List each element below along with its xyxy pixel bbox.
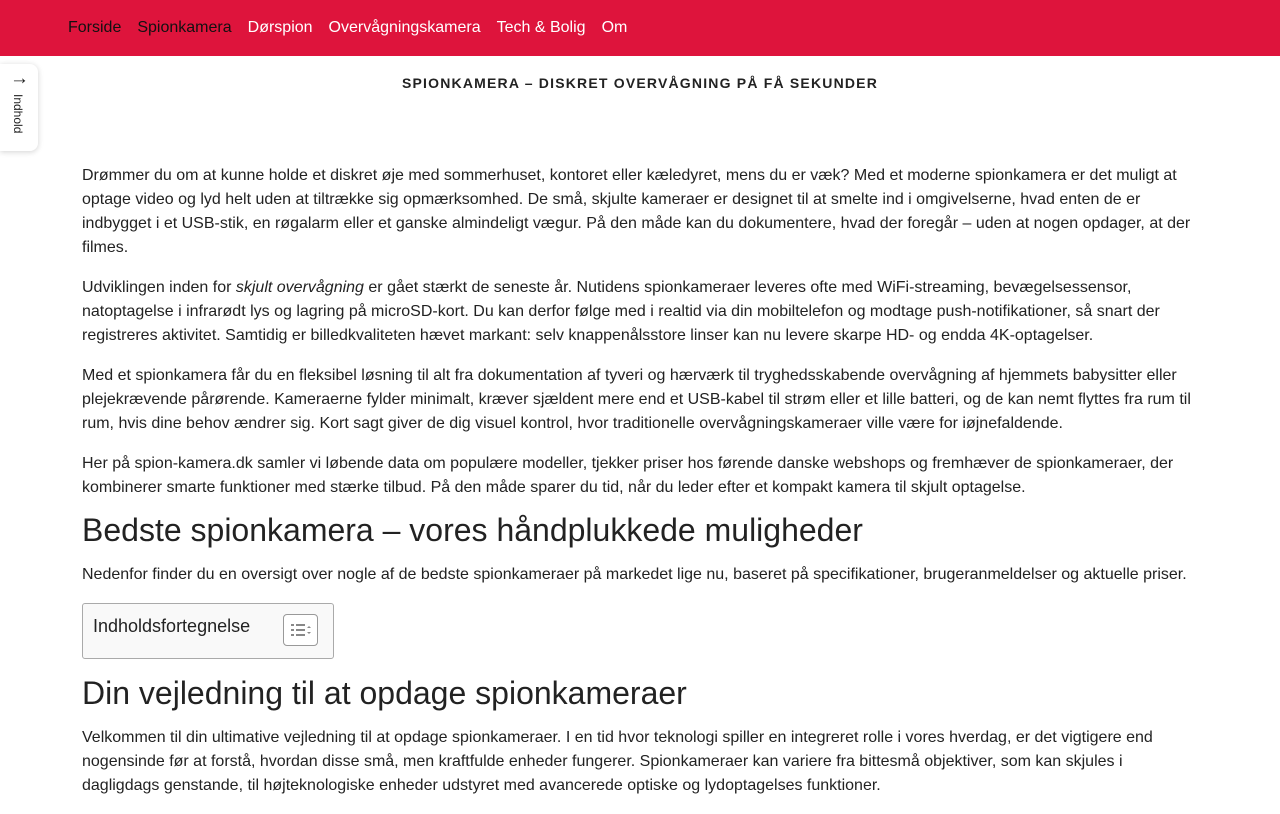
heading-best-spionkamera: Bedste spionkamera – vores håndplukkede muligheder — [82, 512, 863, 548]
side-toc-label: Indhold — [11, 94, 25, 134]
nav-item-forside[interactable]: Forside — [68, 19, 122, 36]
skjult-overvaagning-emphasis: skjult overvågning — [235, 279, 364, 296]
site-title: SPIONKAMERA – DISKRET OVERVÅGNING PÅ FÅ SEKUNDER — [401, 75, 879, 91]
table-of-contents — [82, 603, 334, 659]
article-paragraph-1: Drømmer du om at kunne holde et diskret øje med sommerhuset, kontoret eller kæledyret, mens du er væk? Med et moderne spionkamera er det muligt at optage video og lyd helt uden at tiltrække sig opmærksomhed. De små, skjulte kameraer er designet til at smelte ind i omgivelserne, hvad enten de er indbygget i et USB-stik, en røgalarm eller et ganske almindeligt vægur. På den måde kan du dokumentere, hvad der foregår – uden at nogen opdager, at der filmes. — [82, 167, 1191, 256]
nav-item-dorspion[interactable]: Dørspion — [247, 19, 313, 36]
toc-title: Indholdsfortegnelse — [93, 616, 251, 636]
nav-item-spionkamera[interactable]: Spionkamera — [137, 19, 232, 36]
nav-item-om[interactable]: Om — [601, 19, 628, 36]
paragraph-2-text-end: er gået stærkt de seneste år. Nutidens spionkameraer leveres ofte med WiFi-streaming, bevægelsessensor, natoptagelse i infrarødt lys og lagring på microSD-kort. Du kan derfor følge med i realtid via din mobiltelefon og modtage push-notifikationer, så snart der registreres aktivitet. Samtidig er billedkvaliteten hævet markant: selv knappenålsstore linser kan nu levere skarpe HD- og endda 4K-optagelser. — [82, 279, 1160, 344]
article-content — [82, 164, 1200, 814]
article-paragraph-4: Her på spion-kamera.dk samler vi løbende data om populære modeller, tjekker priser hos førende danske webshops og fremhæver de spionkameraer, der kombinerer smarte funktioner med stærke tilbud. På den måde sparer du tid, når du leder efter et kompakt kamera til skjult optagelse. — [82, 455, 1174, 496]
arrow-right-icon: → — [10, 68, 29, 89]
main-navigation — [0, 0, 1280, 56]
toc-toggle-button[interactable] — [283, 614, 318, 646]
nav-menu — [68, 0, 643, 56]
heading-guide: Din vejledning til at opdage spionkameraer — [82, 675, 687, 711]
list-icon — [290, 622, 312, 638]
article-paragraph-3: Med et spionkamera får du en fleksibel løsning til alt fra dokumentation af tyveri og hærværk til tryghedsskabende overvågning af hjemmets babysitter eller plejekrævende pårørende. Kameraerne fylder minimalt, kræver sjældent mere end et USB-kabel til strøm eller et lille batteri, og de kan nemt flyttes fra rum til rum, hvis dine behov ændrer sig. Kort sagt giver de dig visuel kontrol, hvor traditionelle overvågningskameraer ville være for iøjnefaldende. — [82, 367, 1191, 432]
nav-item-overvaagningskamera[interactable]: Overvågningskamera — [328, 19, 481, 36]
nav-item-tech-bolig[interactable]: Tech & Bolig — [496, 19, 586, 36]
guide-paragraph: Velkommen til din ultimative vejledning til at opdage spionkameraer. I en tid hvor teknologi spiller en integreret rolle i vores hverdag, er det vigtigere end nogensinde før at forstå, hvordan disse små, men kraftfulde enheder fungerer. Spionkameraer kan variere fra bittesmå objektiver, som kan skjules i dagligdags genstande, til højteknologiske enheder udstyret med avancerede optiske og lydoptagelses funktioner. — [82, 729, 1153, 794]
article-paragraph-2 — [82, 276, 1200, 348]
best-intro-paragraph: Nedenfor finder du en oversigt over nogle af de bedste spionkameraer på markedet lige nu, baseret på specifikationer, brugeranmeldelser og aktuelle priser. — [82, 566, 1187, 583]
paragraph-2-text-start: Udviklingen inden for — [82, 279, 236, 296]
